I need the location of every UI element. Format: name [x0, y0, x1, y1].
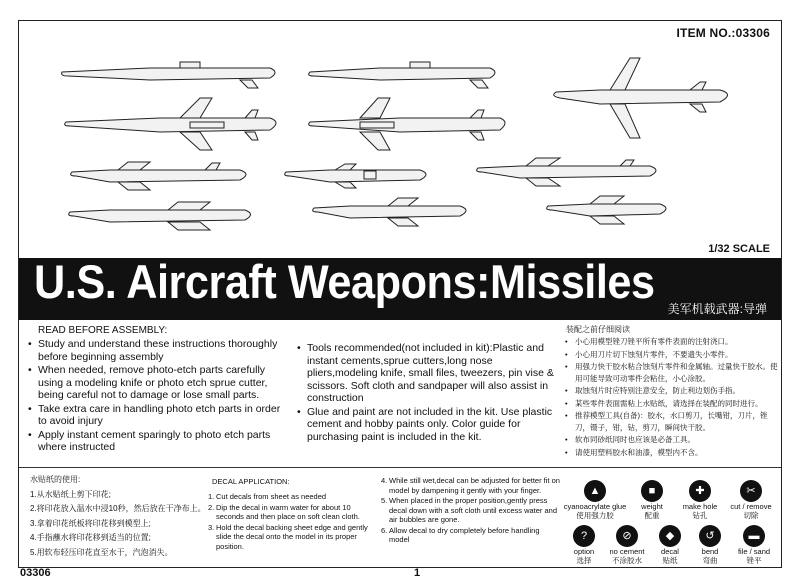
instructions-column-cn	[565, 336, 780, 459]
step-text: Hold the decal backing sheet edge and gently slide the decal onto the model in its proper position.	[216, 522, 368, 551]
list-item	[208, 492, 378, 502]
missile-illustrations	[0, 40, 800, 240]
page-number: 1	[414, 567, 421, 579]
missile-illustration	[65, 98, 276, 150]
missile-illustration	[62, 62, 275, 88]
list-item: • When needed, remove photo-etch parts carefully using a modeling knife or photo etch sprue cutter, being careful not to damage or lose small parts.	[28, 364, 290, 402]
missile-illustration	[554, 58, 728, 138]
step-text: Cut decals from sheet as needed	[216, 492, 327, 501]
legend-item	[632, 480, 672, 520]
missile-illustration	[313, 198, 466, 226]
step-text: When placed in the proper position,gently press decal down with a soft cloth until excess water and air bubbles are gone.	[389, 496, 558, 524]
step-number: 3.	[208, 522, 215, 532]
list-item	[208, 503, 378, 522]
missile-illustration	[309, 98, 505, 150]
list-item: • 推荐模型工具(自备)：胶水，水口剪刀，长嘴钳，刀片，锉刀，镊子，钳，钻，剪刀，瞬间快干胶。	[565, 410, 780, 433]
list-item	[381, 476, 561, 495]
legend-label-cn: 选择	[576, 555, 592, 565]
legend-label: no cement	[609, 547, 645, 556]
list-item: • 取蚀刻片时应特别注意安全，防止利边划伤手指。	[565, 385, 780, 397]
legend-item	[730, 525, 778, 565]
step-number: 1.	[208, 492, 215, 501]
decal-cn-heading: 水贴纸的使用:	[30, 475, 81, 484]
weight-icon: ■	[641, 480, 663, 502]
file-icon: ▬	[743, 525, 765, 547]
drill-icon: ✚	[689, 480, 711, 502]
step-text: Allow decal to dry completely before handling model	[389, 525, 540, 544]
legend-item	[724, 480, 778, 520]
list-item: • Study and understand these instructions thoroughly before beginning assembly	[28, 338, 290, 363]
step-number: 6.	[381, 525, 388, 535]
item-number: ITEM NO.:03306	[676, 26, 770, 40]
legend-item	[564, 525, 604, 565]
legend-label-cn: 切除	[743, 510, 759, 520]
list-item: • 小心用刀片切下蚀刻片零件，不要遗失小零件。	[565, 349, 780, 361]
footer-item-code: 03306	[20, 567, 51, 579]
list-item: • 软布同砂纸同时也应该是必备工具。	[565, 434, 780, 446]
legend-item	[604, 525, 650, 565]
list-item: • 某些零件表面需粘上水贴纸，请选择在装配的同时进行。	[565, 398, 780, 410]
step-number: 2.	[208, 502, 215, 512]
step-number: 5.	[381, 496, 388, 505]
legend-label-cn: 弯曲	[702, 555, 718, 565]
legend-label: file / sand	[737, 547, 771, 556]
cn-instructions-heading: 装配之前仔细阅读	[566, 325, 630, 334]
missile-illustration	[477, 158, 656, 186]
list-item: • Apply instant cement sparingly to photo etch parts where instructed	[28, 429, 290, 454]
legend-item	[692, 525, 728, 565]
legend-label: cyanoacrylate glue	[563, 502, 627, 511]
legend-item	[652, 525, 688, 565]
legend-label-cn: 配重	[644, 510, 660, 520]
step-text: Dip the decal in warm water for about 10 seconds and then place on soft clean cloth.	[216, 502, 360, 521]
list-item	[381, 526, 561, 545]
list-item: 1.从水贴纸上剪下印花;	[30, 489, 111, 499]
missile-illustration	[71, 162, 246, 190]
list-item	[208, 523, 378, 552]
option-icon: ?	[573, 525, 595, 547]
scale-label: 1/32 SCALE	[708, 243, 770, 255]
legend-label: make hole	[682, 502, 718, 511]
missile-illustration	[285, 164, 426, 188]
legend-label: bend	[701, 547, 719, 556]
no-cement-icon: ⊘	[616, 525, 638, 547]
section-divider	[19, 467, 781, 468]
legend-label: weight	[641, 502, 663, 511]
glue-icon: ▲	[584, 480, 606, 502]
list-item: • Tools recommended(not included in kit):Plastic and instant cements,sprue cutters,long nose pliers,modeling knife, small files, tweezers, pin vise & scissors. Soft cloth and sandpaper will also assist in construction	[297, 342, 559, 405]
legend-label: decal	[661, 547, 679, 556]
list-item: • 请使用塑料胶水和油漆，模型内不含。	[565, 447, 780, 459]
page-title: U.S. Aircraft Weapons:Missiles	[34, 255, 655, 308]
list-item: • Glue and paint are not included in the kit. Use plastic cement and hobby paints only. Color guide for purchasing paint is included in the kit.	[297, 406, 559, 444]
legend-item	[676, 480, 724, 520]
list-item: • Take extra care in handling photo etch parts in order to avoid injury	[28, 403, 290, 428]
legend-label: cut / remove	[730, 502, 772, 511]
legend-label: option	[573, 547, 595, 556]
step-text: While still wet,decal can be adjusted for better fit on model by dampening it gently with your finger.	[389, 476, 560, 495]
list-item: 2.将印花放入温水中浸10秒，然后放在干净布上。	[30, 504, 206, 513]
decal-icon: ◆	[659, 525, 681, 547]
list-item: 5.用软布轻压印花直至水干，汽泡消失。	[30, 547, 173, 557]
list-item: • 小心用模型锉刀锉平所有零件表面的注射浇口。	[565, 336, 780, 348]
bend-icon: ↺	[699, 525, 721, 547]
instructions-column-2	[297, 342, 559, 444]
list-item: 3.拿着印花纸板将印花移到模型上;	[30, 518, 151, 528]
decal-steps-1-3	[208, 492, 378, 552]
missile-illustration	[309, 62, 495, 88]
legend-item	[560, 480, 630, 520]
symbol-legend	[560, 470, 782, 570]
missile-illustration	[69, 202, 251, 230]
legend-label-cn: 贴纸	[662, 555, 678, 565]
read-before-heading: READ BEFORE ASSEMBLY:	[38, 325, 168, 336]
legend-label-cn: 使用强力胶	[576, 510, 614, 520]
legend-label-cn: 锉平	[746, 555, 762, 565]
page-title-cn: 美军机载武器:导弹	[667, 302, 767, 316]
list-item	[381, 496, 561, 525]
list-item: • 用强力快干胶水粘合蚀刻片零件和金属轴。过量快干胶水。使用可能导致可动零件会粘住，小心涂胶。	[565, 361, 780, 384]
cut-icon: ✂	[740, 480, 762, 502]
step-number: 4.	[381, 476, 388, 485]
decal-application-heading: DECAL APPLICATION:	[212, 477, 290, 486]
decal-instructions-cn	[30, 473, 206, 560]
missile-illustration	[547, 196, 666, 224]
legend-label-cn: 钻孔	[692, 510, 708, 520]
legend-label-cn: 不涂胶水	[612, 555, 642, 565]
instructions-column-1	[28, 338, 290, 455]
list-item: 4.手指蘸水将印花移到适当的位置;	[30, 533, 151, 542]
decal-steps-4-6	[381, 476, 561, 546]
